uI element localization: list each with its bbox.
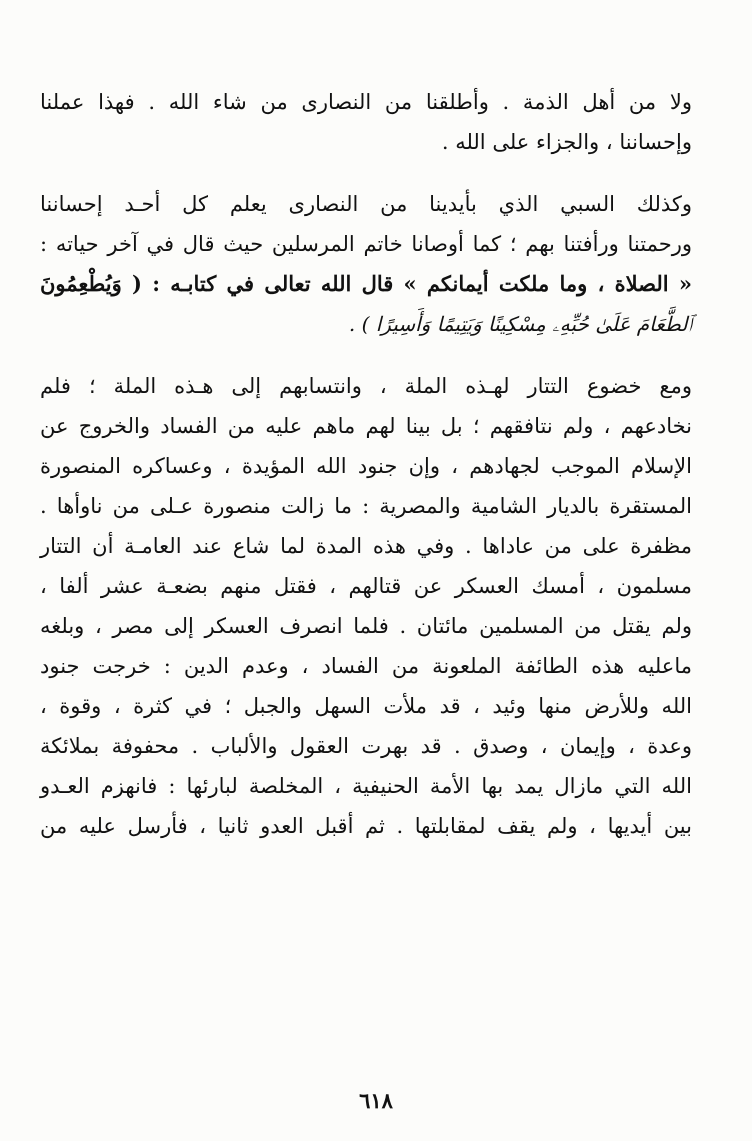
text-line: وإحساننا ، والجزاء على الله . [441, 130, 692, 154]
text-line: وعدة ، وإيمان ، وصدق . قد بهرت العقول والألباب . محفوفة بملائكة [40, 734, 692, 758]
text-line: ولا من أهل الذمة . وأطلقنا من النصارى من شاء الله . فهذا عملنا [40, 90, 692, 114]
paragraph-2 [40, 184, 692, 344]
quran-verse-line: ٱلطَّعَامَ عَلَىٰ حُبِّهِۦ مِسْكِينًا وَيَتِيمًا وَأَسِيرًا ) . [348, 312, 692, 336]
text-line: الله وللأرض منها وئيد ، قد ملأت السهل والجبل ؛ في كثرة ، وقوة ، [40, 694, 692, 718]
text-line: وكذلك السبي الذي بأيدينا من النصارى يعلم كل أحـد إحساننا [40, 192, 692, 216]
page-number: ٦١٨ [359, 1088, 393, 1113]
paragraph-3 [40, 366, 692, 846]
text-line: نخادعهم ، ولم نتافقهم ؛ بل بينا لهم ماهم عليه من الفساد والخروج عن [40, 414, 692, 438]
text-line: ومع خضوع التتار لهـذه الملة ، وانتسابهم إلى هـذه الملة ؛ فلم [40, 374, 692, 398]
text-line: الله التي مازال يمد بها الأمة الحنيفية ، المخلصة لبارئها : فانهزم العـدو [40, 774, 692, 798]
text-line: بين أيديها ، ولم يقف لمقابلتها . ثم أقبل العدو ثانيا ، فأرسل عليه من [40, 814, 692, 838]
text-line: « الصلاة ، وما ملكت أيمانكم » قال الله تعالى في كتابـه : ( وَيُطْعِمُونَ [40, 271, 692, 296]
text-line: مسلمون ، أمسك العسكر عن قتالهم ، فقتل منهم بضعـة عشر ألفا ، [40, 574, 692, 598]
paragraph-1 [40, 82, 692, 162]
text-line: ورحمتنا ورأفتنا بهم ؛ كما أوصانا خاتم المرسلين حيث قال في آخر حياته : [40, 232, 692, 256]
text-line: ماعليه هذه الطائفة الملعونة من الفساد ، وعدم الدين : خرجت جنود [40, 654, 692, 678]
text-line: مظفرة على من عاداها . وفي هذه المدة لما شاع عند العامـة أن التتار [40, 534, 692, 558]
page-body [40, 82, 692, 846]
text-line: ولم يقتل من المسلمين مائتان . فلما انصرف العسكر إلى مصر ، وبلغه [40, 614, 692, 638]
text-line: الإسلام الموجب لجهادهم ، وإن جنود الله المؤيدة ، وعساكره المنصورة [40, 454, 692, 478]
text-line: المستقرة بالديار الشامية والمصرية : ما زالت منصورة عـلى من ناوأها . [40, 494, 692, 518]
